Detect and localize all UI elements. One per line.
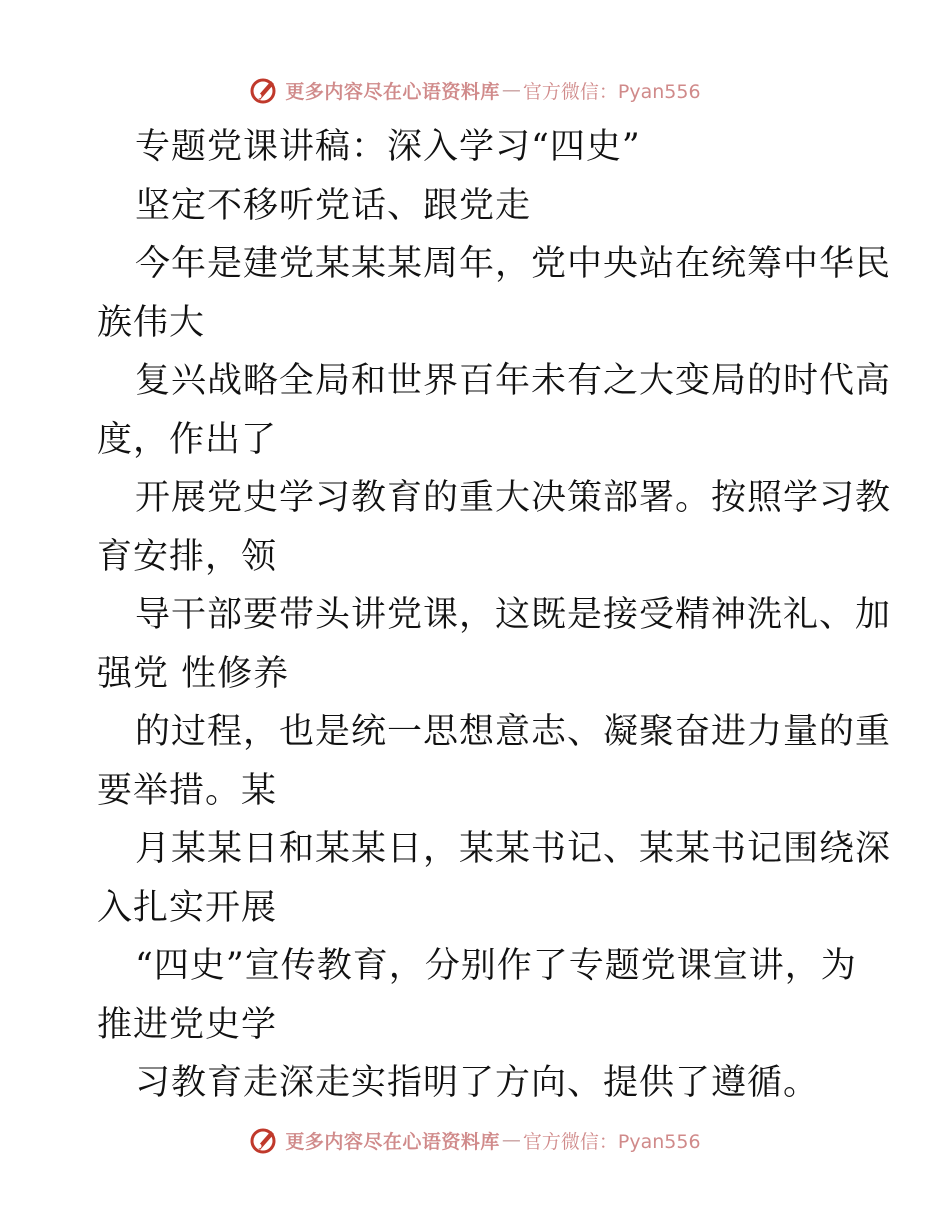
document-line: “四史”宣传教育，分别作了专题党课宣讲，为: [135, 946, 857, 986]
banner-text: 更多内容尽在心语资料库: [285, 1130, 500, 1153]
document-line: 要举措。某: [97, 770, 278, 811]
document-line: 育安排，领: [97, 536, 278, 577]
document-line: 推进党史学: [97, 1004, 278, 1045]
banner-text: 更多内容尽在心语资料库: [285, 80, 500, 103]
banner-wechat: 官方微信：Pyan556: [522, 80, 701, 103]
document-line: 今年是建党某某某周年，党中央站在统筹中华民: [135, 244, 892, 284]
document-line: 开展党史学习教育的重大决策部署。按照学习教: [135, 478, 892, 518]
document-line: 度，作出了: [97, 419, 278, 460]
footer-banner: [0, 1120, 950, 1160]
banner-wechat: 官方微信：Pyan556: [522, 1130, 701, 1153]
document-body: [97, 118, 892, 1113]
document-line: 复兴战略全局和世界百年未有之大变局的时代高: [135, 361, 892, 401]
banner-separator: —: [501, 79, 521, 101]
document-line: 的过程，也是统一思想意志、凝聚奋进力量的重: [135, 712, 892, 752]
document-line: 导干部要带头讲党课，这既是接受精神洗礼、加: [135, 595, 892, 635]
header-banner: [0, 70, 950, 110]
logo-icon: [249, 1125, 279, 1155]
document-line: 强党 性修养: [97, 653, 290, 694]
logo-icon: [249, 75, 279, 105]
document-line: 坚定不移听党话、跟党走: [135, 185, 532, 226]
document-line: 专题党课讲稿：深入学习“四史”: [135, 127, 641, 167]
document-line: 入扎实开展: [97, 887, 278, 928]
document-line: 习教育走深走实指明了方向、提供了遵循。: [135, 1063, 820, 1103]
banner-separator: —: [501, 1129, 521, 1151]
document-line: 月某某日和某某日，某某书记、某某书记围绕深: [135, 829, 892, 869]
document-line: 族伟大: [97, 302, 206, 343]
